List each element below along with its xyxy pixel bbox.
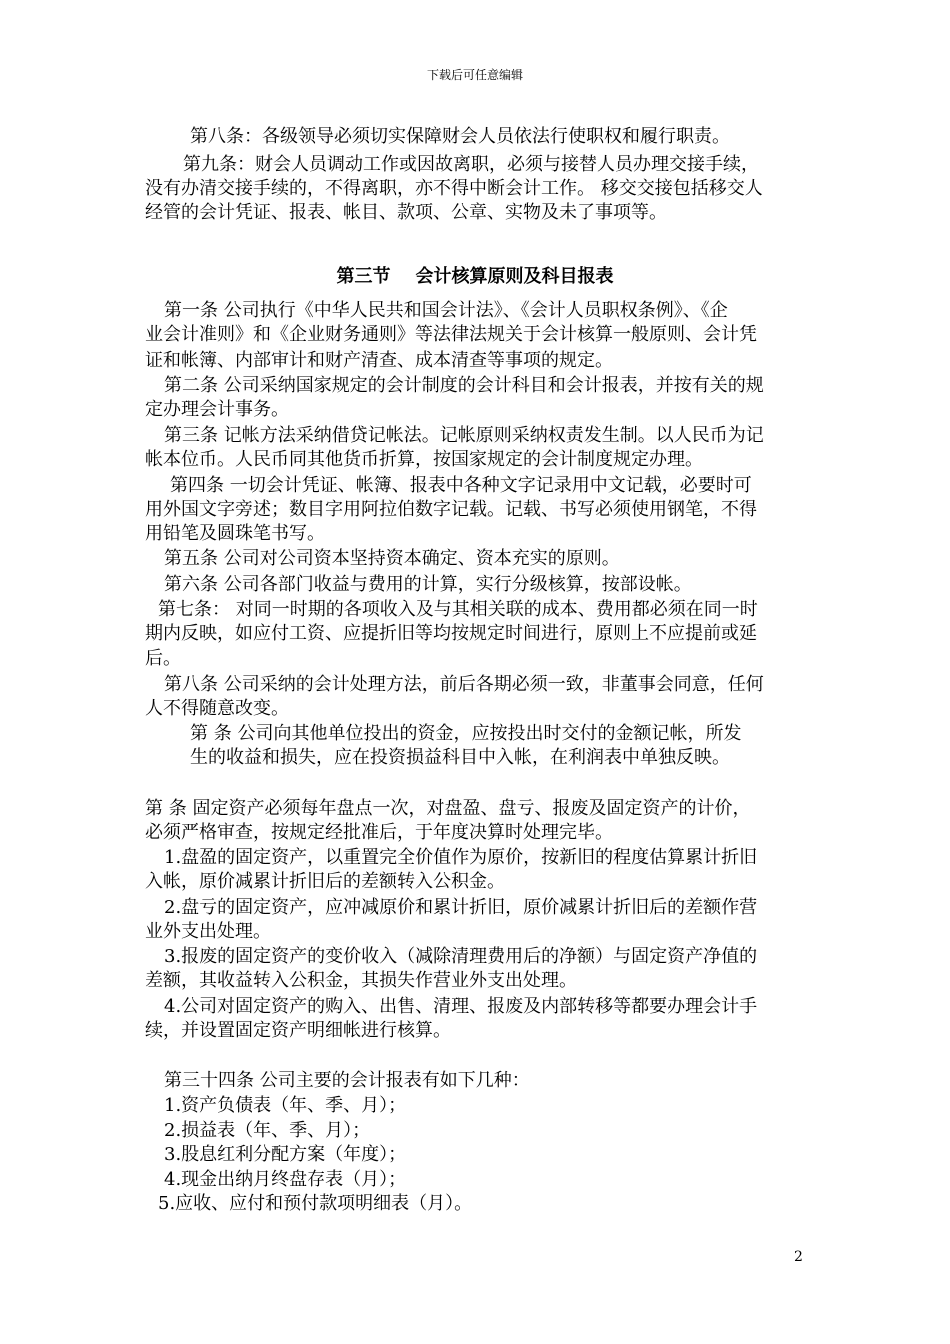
text-line: 人不得随意改变。 bbox=[145, 698, 289, 719]
text-line: 1.资产负债表（年、季、月）； bbox=[164, 1095, 407, 1116]
text-line: 2.盘亏的固定资产，应冲减原价和累计折旧，原价减累计折旧后的差额作营 bbox=[164, 897, 758, 918]
text-line: 第 条 公司向其他单位投出的资金，应按投出时交付的金额记帐，所发 bbox=[190, 723, 742, 744]
text-line: 第六条 公司各部门收益与费用的计算，实行分级核算，按部设帐。 bbox=[164, 574, 692, 595]
text-line: 定办理会计事务。 bbox=[145, 399, 289, 420]
text-line: 3.股息红利分配方案（年度）； bbox=[164, 1144, 407, 1165]
text-line: 第 条 固定资产必须每年盘点一次，对盘盈、盘亏、报废及固定资产的计价， bbox=[145, 798, 751, 819]
text-line: 第一条 公司执行《中华人民共和国会计法》、《会计人员职权条例》、《企 bbox=[164, 300, 728, 321]
text-line: 第二条 公司采纳国家规定的会计制度的会计科目和会计报表，并按有关的规 bbox=[164, 375, 764, 396]
text-line: 生的收益和损失，应在投资损益科目中入帐，在利润表中单独反映。 bbox=[190, 747, 730, 768]
text-line: 后。 bbox=[145, 648, 181, 669]
text-line: 续，并设置固定资产明细帐进行核算。 bbox=[145, 1020, 451, 1041]
page-number: 2 bbox=[794, 1249, 803, 1265]
text-line: 用铅笔及圆珠笔书写。 bbox=[145, 523, 325, 544]
text-line: 4.现金出纳月终盘存表（月）； bbox=[164, 1169, 407, 1190]
text-line: 第八条 公司采纳的会计处理方法，前后各期必须一致，非董事会同意，任何 bbox=[164, 674, 764, 695]
text-line: 证和帐簿、内部审计和财产清查、成本清查等事项的规定。 bbox=[145, 350, 613, 371]
text-line: 没有办清交接手续的，不得离职，亦不得中断会计工作。 移交交接包括移交人 bbox=[145, 178, 763, 199]
text-line: 第九条：财会人员调动工作或因故离职，必须与接替人员办理交接手续， bbox=[183, 154, 759, 175]
text-line: 5.应收、应付和预付款项明细表（月）。 bbox=[158, 1193, 473, 1214]
text-line: 差额，其收益转入公积金，其损失作营业外支出处理。 bbox=[145, 970, 577, 991]
text-line: 经管的会计凭证、报表、帐目、款项、公章、实物及未了事项等。 bbox=[145, 202, 667, 223]
text-line: 第七条： 对同一时期的各项收入及与其相关联的成本、费用都必须在同一时 bbox=[158, 599, 758, 620]
text-line: 第四条 一切会计凭证、帐簿、报表中各种文字记录用中文记载，必要时可 bbox=[170, 475, 752, 496]
section-title: 第三节 会计核算原则及科目报表 bbox=[336, 266, 614, 287]
text-line: 第三十四条 公司主要的会计报表有如下几种： bbox=[164, 1070, 530, 1091]
text-line: 3.报废的固定资产的变价收入（减除清理费用后的净额）与固定资产净值的 bbox=[164, 946, 758, 967]
text-line: 1.盘盈的固定资产，以重置完全价值作为原价，按新旧的程度估算累计折旧 bbox=[164, 847, 758, 868]
text-line: 入帐，原价减累计折旧后的差额转入公积金。 bbox=[145, 871, 505, 892]
text-line: 业会计准则》和《企业财务通则》等法律法规关于会计核算一般原则、会计凭 bbox=[145, 324, 757, 345]
text-line: 第三条 记帐方法采纳借贷记帐法。记帐原则采纳权责发生制。以人民币为记 bbox=[164, 425, 764, 446]
text-line: 第五条 公司对公司资本坚持资本确定、资本充实的原则。 bbox=[164, 548, 620, 569]
text-line: 业外支出处理。 bbox=[145, 921, 271, 942]
page-header: 下载后可任意编辑 bbox=[426, 68, 523, 82]
text-line: 4.公司对固定资产的购入、出售、清理、报废及内部转移等都要办理会计手 bbox=[164, 996, 758, 1017]
text-line: 帐本位币。人民币同其他货币折算，按国家规定的会计制度规定办理。 bbox=[145, 449, 703, 470]
text-line: 期内反映，如应付工资、应提折旧等均按规定时间进行，原则上不应提前或延 bbox=[145, 623, 757, 644]
text-line: 第八条：各级领导必须切实保障财会人员依法行使职权和履行职责。 bbox=[190, 126, 730, 147]
text-line: 必须严格审查，按规定经批准后，于年度决算时处理完毕。 bbox=[145, 822, 613, 843]
text-line: 2.损益表（年、季、月）； bbox=[164, 1120, 371, 1141]
text-line: 用外国文字旁述；数目字用阿拉伯数字记载。记载、书写必须使用钢笔，不得 bbox=[145, 499, 757, 520]
